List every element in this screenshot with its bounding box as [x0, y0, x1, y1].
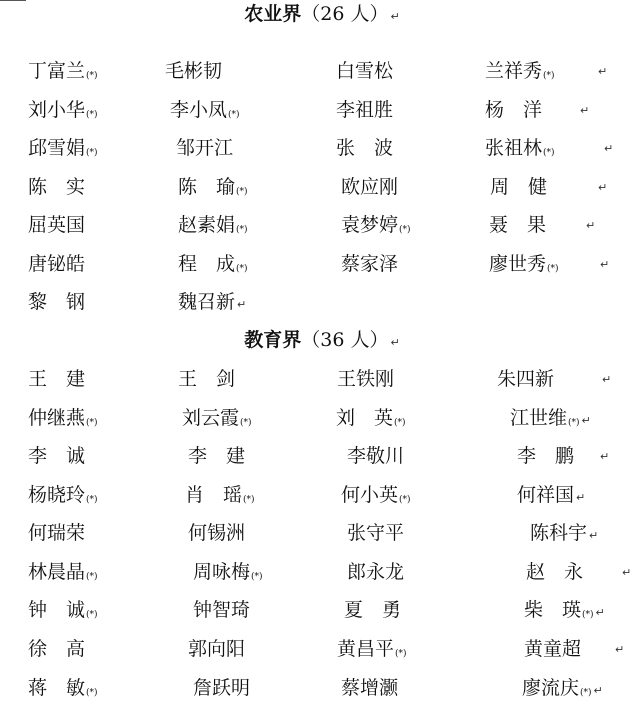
person-entry	[28, 443, 85, 469]
person-name: 李 鹏	[517, 445, 575, 467]
person-name: 聂 果	[489, 214, 547, 236]
person-entry	[182, 405, 252, 436]
person-entry	[497, 366, 554, 392]
person-entry	[341, 174, 398, 200]
paragraph-mark: ↵	[593, 684, 603, 697]
person-name: 赵素娟	[178, 214, 236, 236]
person-entry	[524, 597, 605, 628]
person-name: 张祖林	[485, 137, 543, 159]
paragraph-mark: ↵	[615, 643, 625, 656]
person-name: 白雪松	[336, 60, 394, 82]
person-entry	[336, 58, 393, 84]
star-mark: (*)	[543, 71, 555, 81]
person-name: 江世维	[510, 407, 568, 429]
name-row	[0, 520, 644, 546]
person-name: 李敬川	[347, 445, 405, 467]
star-mark: (*)	[399, 495, 411, 505]
person-name: 袁梦婷	[341, 214, 399, 236]
person-name: 李 建	[188, 445, 246, 467]
person-name: 李小凤	[170, 99, 228, 121]
star-mark: (*)	[86, 148, 98, 158]
name-row	[0, 135, 644, 161]
person-entry	[526, 559, 583, 585]
name-row	[0, 636, 644, 662]
person-entry	[185, 482, 255, 513]
name-row	[0, 58, 644, 84]
section-heading	[0, 328, 644, 355]
person-entry	[347, 559, 404, 585]
person-name: 王 剑	[178, 368, 236, 390]
person-name: 毛彬韧	[165, 60, 223, 82]
star-mark: (*)	[543, 148, 555, 158]
person-entry	[28, 366, 85, 392]
person-entry	[485, 135, 555, 166]
person-name: 周 健	[490, 176, 548, 198]
person-entry	[28, 636, 85, 662]
person-name: 陈科宇	[530, 522, 588, 544]
person-name: 郎永龙	[347, 561, 405, 583]
paragraph-mark: ↵	[622, 566, 632, 579]
person-name: 柴 瑛	[524, 599, 582, 621]
name-row	[0, 675, 644, 701]
person-name: 兰祥秀	[485, 60, 543, 82]
paragraph-mark: ↵	[390, 10, 400, 23]
person-entry	[193, 675, 250, 701]
star-mark: (*)	[395, 649, 407, 659]
person-name: 蒋 敏	[28, 677, 86, 699]
star-mark: (*)	[86, 110, 98, 120]
person-entry	[28, 97, 98, 128]
paragraph-mark: ↵	[602, 373, 612, 386]
section-heading-count: （36 人）	[301, 329, 389, 351]
person-entry	[28, 212, 85, 238]
top-rule	[0, 0, 26, 1]
person-entry	[344, 597, 401, 623]
person-name: 夏 勇	[344, 599, 402, 621]
person-name: 蔡增灏	[341, 677, 399, 699]
person-entry	[341, 212, 411, 243]
paragraph-mark: ↵	[600, 450, 610, 463]
person-entry	[176, 135, 233, 161]
person-entry	[28, 520, 85, 546]
paragraph-mark: ↵	[390, 336, 400, 349]
section-heading	[0, 2, 644, 29]
person-name: 陈 瑜	[178, 176, 236, 198]
person-entry	[522, 675, 603, 706]
paragraph-mark: ↵	[595, 606, 605, 619]
star-mark: (*)	[86, 610, 98, 620]
person-entry	[337, 366, 394, 392]
paragraph-mark: ↵	[576, 491, 586, 504]
paragraph-mark: ↵	[600, 258, 610, 271]
person-name: 魏召新	[178, 291, 236, 313]
person-entry	[28, 675, 98, 706]
star-mark: (*)	[236, 187, 248, 197]
person-entry	[490, 174, 547, 200]
paragraph-mark: ↵	[581, 414, 591, 427]
name-row	[0, 289, 644, 315]
star-mark: (*)	[86, 688, 98, 698]
person-entry	[28, 559, 98, 590]
star-mark: (*)	[568, 418, 580, 428]
person-entry	[178, 251, 248, 282]
person-name: 郭向阳	[188, 638, 246, 660]
star-mark: (*)	[547, 264, 559, 274]
person-name: 蔡家泽	[341, 253, 399, 275]
person-entry	[188, 520, 245, 546]
person-name: 邹开江	[176, 137, 234, 159]
person-entry	[517, 482, 585, 511]
star-mark: (*)	[243, 495, 255, 505]
person-entry	[178, 366, 235, 392]
person-entry	[341, 675, 398, 701]
person-entry	[489, 251, 559, 282]
person-entry	[170, 97, 240, 128]
person-entry	[489, 212, 546, 238]
person-entry	[28, 482, 98, 513]
star-mark: (*)	[240, 418, 252, 428]
person-entry	[188, 636, 245, 662]
person-entry	[347, 520, 404, 546]
person-name: 杨晓玲	[28, 484, 86, 506]
name-row	[0, 443, 644, 469]
star-mark: (*)	[86, 418, 98, 428]
person-entry	[485, 97, 542, 123]
person-name: 赵 永	[526, 561, 584, 583]
person-name: 刘小华	[28, 99, 86, 121]
person-name: 林晨晶	[28, 561, 86, 583]
person-name: 程 成	[178, 253, 236, 275]
name-row	[0, 251, 644, 277]
star-mark: (*)	[582, 610, 594, 620]
person-entry	[193, 559, 263, 590]
person-entry	[336, 135, 393, 161]
name-row	[0, 405, 644, 431]
name-row	[0, 597, 644, 623]
name-row	[0, 559, 644, 585]
person-entry	[510, 405, 591, 436]
name-row	[0, 366, 644, 392]
person-entry	[188, 443, 245, 469]
name-row	[0, 97, 644, 123]
person-name: 朱四新	[497, 368, 555, 390]
person-name: 肖 瑶	[185, 484, 243, 506]
star-mark: (*)	[228, 110, 240, 120]
person-entry	[28, 251, 85, 277]
section-heading-name: 农业界	[244, 3, 302, 25]
star-mark: (*)	[251, 572, 263, 582]
star-mark: (*)	[86, 71, 98, 81]
section-heading-count: （26 人）	[301, 3, 389, 25]
paragraph-mark: ↵	[237, 298, 247, 311]
name-row	[0, 174, 644, 200]
person-entry	[485, 58, 555, 89]
person-name: 王 建	[28, 368, 86, 390]
person-name: 屈英国	[28, 214, 86, 236]
person-name: 黄昌平	[337, 638, 395, 660]
person-entry	[28, 405, 98, 436]
person-entry	[178, 212, 248, 243]
person-entry	[530, 520, 598, 549]
person-entry	[28, 174, 85, 200]
person-name: 黄童超	[524, 638, 582, 660]
person-entry	[336, 405, 406, 436]
person-name: 何瑞荣	[28, 522, 86, 544]
person-name: 何锡洲	[188, 522, 246, 544]
name-row	[0, 212, 644, 238]
person-entry	[524, 636, 581, 662]
paragraph-mark: ↵	[598, 181, 608, 194]
person-entry	[178, 289, 246, 318]
person-name: 周咏梅	[193, 561, 251, 583]
star-mark: (*)	[236, 225, 248, 235]
person-name: 刘 英	[336, 407, 394, 429]
paragraph-mark: ↵	[598, 65, 608, 78]
person-name: 杨 洋	[485, 99, 543, 121]
person-name: 何小英	[341, 484, 399, 506]
star-mark: (*)	[399, 225, 411, 235]
person-entry	[341, 482, 411, 513]
person-name: 廖世秀	[489, 253, 547, 275]
person-entry	[28, 597, 98, 628]
paragraph-mark: ↵	[604, 142, 614, 155]
person-entry	[178, 174, 248, 205]
person-entry	[28, 58, 98, 89]
person-entry	[28, 289, 85, 315]
person-name: 钟智琦	[193, 599, 251, 621]
person-name: 张守平	[347, 522, 405, 544]
person-entry	[347, 443, 404, 469]
person-entry	[336, 97, 393, 123]
person-name: 邱雪娟	[28, 137, 86, 159]
paragraph-mark: ↵	[580, 104, 590, 117]
person-name: 张 波	[336, 137, 394, 159]
person-name: 何祥国	[517, 484, 575, 506]
star-mark: (*)	[86, 495, 98, 505]
paragraph-mark: ↵	[586, 219, 596, 232]
star-mark: (*)	[236, 264, 248, 274]
person-name: 欧应刚	[341, 176, 399, 198]
name-row	[0, 482, 644, 508]
person-name: 詹跃明	[193, 677, 251, 699]
star-mark: (*)	[580, 688, 592, 698]
person-name: 徐 高	[28, 638, 86, 660]
person-entry	[193, 597, 250, 623]
person-name: 丁富兰	[28, 60, 86, 82]
person-entry	[341, 251, 398, 277]
person-name: 钟 诚	[28, 599, 86, 621]
person-name: 唐铋皓	[28, 253, 86, 275]
star-mark: (*)	[86, 572, 98, 582]
person-name: 李祖胜	[336, 99, 394, 121]
section-heading-name: 教育界	[244, 329, 302, 351]
person-entry	[28, 135, 98, 166]
person-entry	[165, 58, 222, 84]
person-entry	[517, 443, 574, 469]
person-entry	[337, 636, 407, 667]
person-name: 仲继燕	[28, 407, 86, 429]
person-name: 廖流庆	[522, 677, 580, 699]
person-name: 李 诚	[28, 445, 86, 467]
person-name: 陈 实	[28, 176, 86, 198]
person-name: 刘云霞	[182, 407, 240, 429]
star-mark: (*)	[394, 418, 406, 428]
paragraph-mark: ↵	[589, 529, 599, 542]
person-name: 黎 钢	[28, 291, 86, 313]
person-name: 王铁刚	[337, 368, 395, 390]
